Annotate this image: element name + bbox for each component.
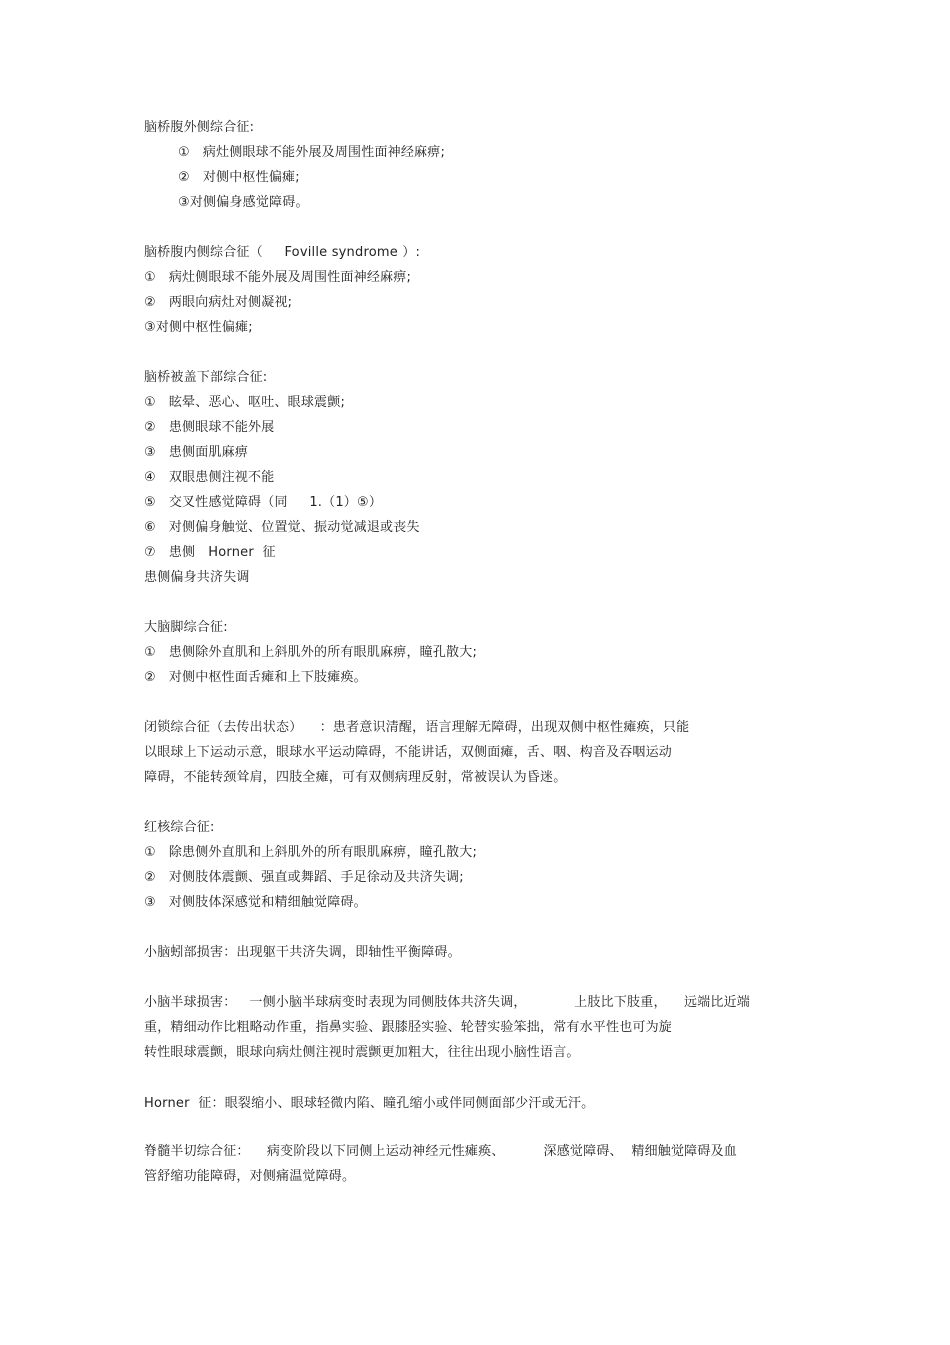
paragraph-line: 重，精细动作比粗略动作重，指鼻实验、跟膝胫实验、轮替实验笨拙，常有水平性也可为旋 [144, 1020, 673, 1035]
paragraph-line: 脊髓半切综合征： 病变阶段以下同侧上运动神经元性瘫痪、 深感觉障碍、 精细触觉障碍及血 [144, 1144, 737, 1159]
list-item: ② 两眼向病灶对侧凝视; [144, 295, 293, 310]
list-item: ⑦ 患侧 Horner 征 [144, 545, 276, 560]
list-item: ① 除患侧外直肌和上斜肌外的所有眼肌麻痹，瞳孔散大; [144, 845, 478, 860]
paragraph-line: 管舒缩功能障碍，对侧痛温觉障碍。 [144, 1169, 356, 1184]
paragraph-line: 小脑蚓部损害：出现躯干共济失调，即轴性平衡障碍。 [144, 945, 461, 960]
list-item: ② 患侧眼球不能外展 [144, 420, 275, 435]
list-item: 患侧偏身共济失调 [144, 570, 250, 585]
list-item: ② 对侧肢体震颤、强直或舞蹈、手足徐动及共济失调; [144, 870, 464, 885]
list-item: ③对侧偏身感觉障碍。 [178, 195, 309, 210]
paragraph-line: 转性眼球震颤，眼球向病灶侧注视时震颤更加粗大，往往出现小脑性语言。 [144, 1045, 580, 1060]
section-title: 红核综合征: [144, 820, 215, 835]
list-item: ③对侧中枢性偏瘫; [144, 320, 253, 335]
section-title: 脑桥腹内侧综合征（ Foville syndrome ）: [144, 245, 421, 260]
paragraph-line: Horner 征：眼裂缩小、眼球轻微内陷、瞳孔缩小或伴同侧面部少汗或无汗。 [144, 1096, 595, 1111]
paragraph-line: 小脑半球损害： 一侧小脑半球病变时表现为同侧肢体共济失调， 上肢比下肢重， 远端比近端 [144, 995, 750, 1010]
list-item: ① 患侧除外直肌和上斜肌外的所有眼肌麻痹，瞳孔散大; [144, 645, 478, 660]
list-item: ③ 对侧肢体深感觉和精细触觉障碍。 [144, 895, 367, 910]
list-item: ④ 双眼患侧注视不能 [144, 470, 275, 485]
list-item: ① 病灶侧眼球不能外展及周围性面神经麻痹; [144, 270, 412, 285]
paragraph-line: 障碍，不能转颈耸肩，四肢全瘫，可有双侧病理反射，常被误认为昏迷。 [144, 770, 567, 785]
paragraph-line: 以眼球上下运动示意，眼球水平运动障碍，不能讲话，双侧面瘫，舌、咽、构音及吞咽运动 [144, 745, 673, 760]
list-item: ① 眩晕、恶心、呕吐、眼球震颤; [144, 395, 346, 410]
list-item: ② 对侧中枢性面舌瘫和上下肢瘫痪。 [144, 670, 367, 685]
list-item: ⑥ 对侧偏身触觉、位置觉、振动觉减退或丧失 [144, 520, 420, 535]
section-title: 脑桥腹外侧综合征: [144, 120, 255, 135]
list-item: ② 对侧中枢性偏瘫; [178, 170, 300, 185]
section-title: 脑桥被盖下部综合征: [144, 370, 268, 385]
list-item: ⑤ 交叉性感觉障碍（同 1.（1）⑤） [144, 495, 383, 510]
list-item: ① 病灶侧眼球不能外展及周围性面神经麻痹; [178, 145, 446, 160]
list-item: ③ 患侧面肌麻痹 [144, 445, 249, 460]
paragraph-line: 闭锁综合征（去传出状态） ：患者意识清醒，语言理解无障碍，出现双侧中枢性瘫痪，只能 [144, 720, 690, 735]
section-title: 大脑脚综合征: [144, 620, 228, 635]
